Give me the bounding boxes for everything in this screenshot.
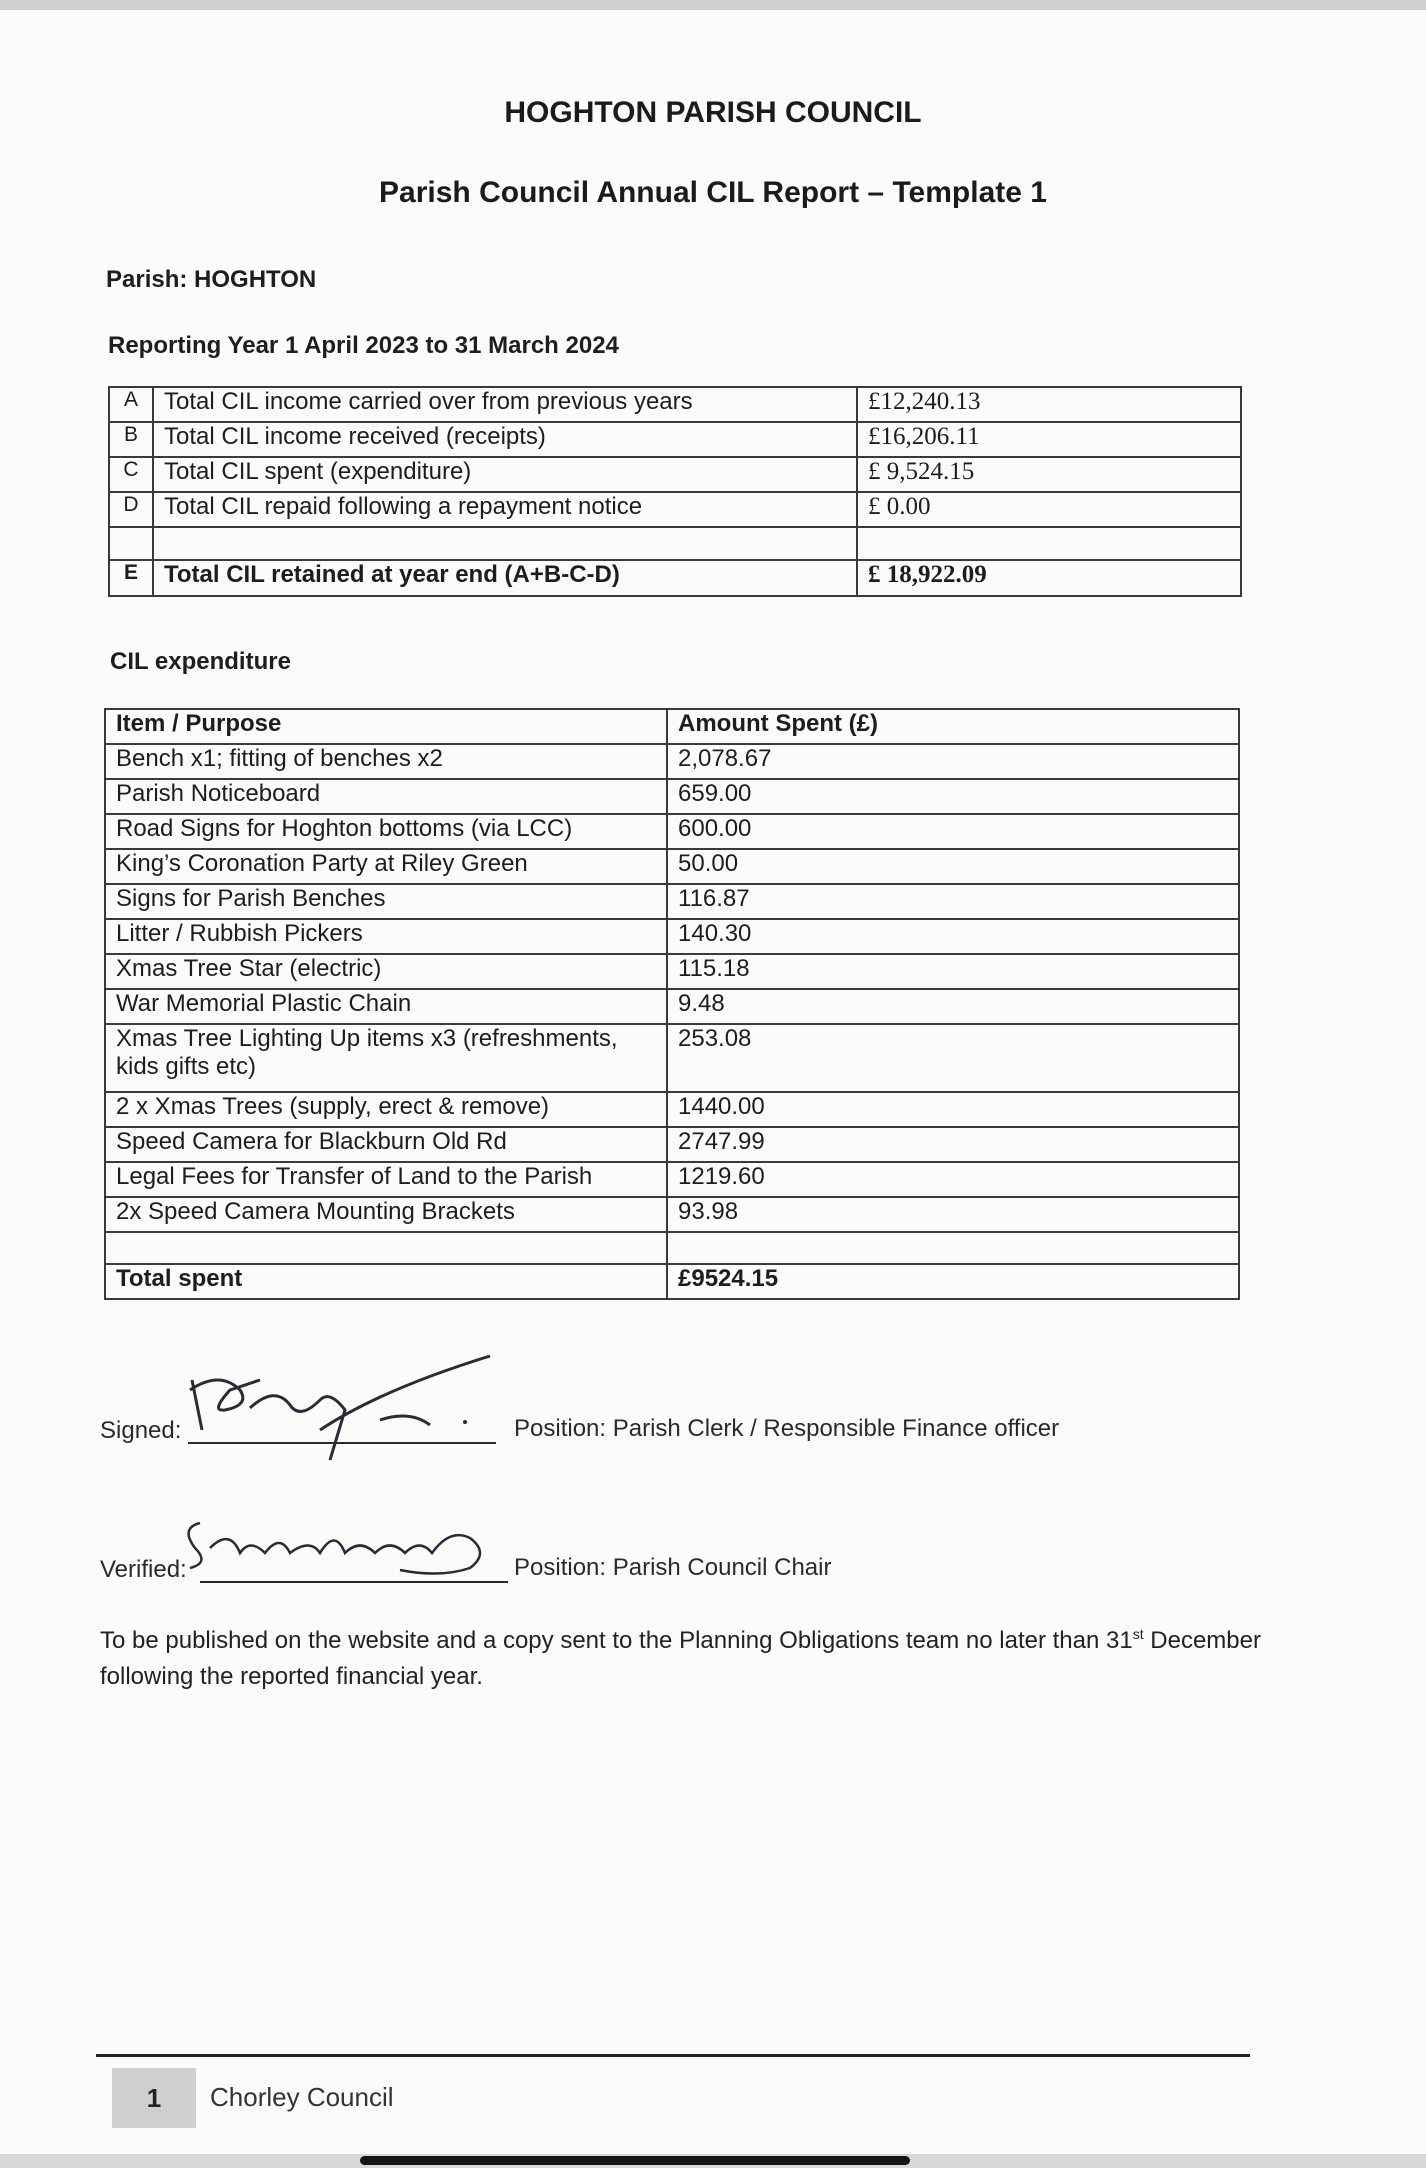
row-label: Total CIL repaid following a repayment notice: [153, 492, 857, 527]
blank-cell: [667, 1232, 1239, 1264]
item-cell: King’s Coronation Party at Riley Green: [105, 849, 667, 884]
row-code: D: [109, 492, 153, 527]
expenditure-header-row: [105, 709, 1239, 744]
row-code: B: [109, 422, 153, 457]
table-row: [105, 1127, 1239, 1162]
item-cell: Bench x1; fitting of benches x2: [105, 744, 667, 779]
table-row: [105, 1092, 1239, 1127]
amount-cell: 93.98: [667, 1197, 1239, 1232]
amount-cell: 659.00: [667, 779, 1239, 814]
report-title: Parish Council Annual CIL Report – Template 1: [379, 176, 1047, 209]
table-row: [105, 1024, 1239, 1092]
summary-blank-row: [109, 527, 1241, 560]
amount-cell: 115.18: [667, 954, 1239, 989]
verified-position: Position: Parish Council Chair: [514, 1554, 832, 1581]
row-label: Total CIL spent (expenditure): [153, 457, 857, 492]
amount-cell: 2747.99: [667, 1127, 1239, 1162]
table-total-row: [105, 1264, 1239, 1299]
item-cell: Legal Fees for Transfer of Land to the Parish: [105, 1162, 667, 1197]
item-cell: Road Signs for Hoghton bottoms (via LCC): [105, 814, 667, 849]
amount-cell: 50.00: [667, 849, 1239, 884]
verified-signature-image: [170, 1508, 500, 1588]
table-row: [105, 989, 1239, 1024]
item-cell: 2 x Xmas Trees (supply, erect & remove): [105, 1092, 667, 1127]
row-amount: £ 0.00: [857, 492, 1241, 527]
summary-row: [109, 492, 1241, 527]
blank-cell: [857, 527, 1241, 560]
publication-note: [100, 1616, 1340, 1695]
header-amount: Amount Spent (£): [667, 709, 1239, 744]
table-row: [105, 744, 1239, 779]
amount-cell: 1440.00: [667, 1092, 1239, 1127]
parish-line: Parish: HOGHTON: [106, 266, 317, 293]
total-amount: £9524.15: [667, 1264, 1239, 1299]
verified-label: Verified:: [100, 1556, 187, 1583]
summary-total-row: [109, 560, 1241, 596]
summary-row: [109, 422, 1241, 457]
row-amount: £ 9,524.15: [857, 457, 1241, 492]
summary-row: [109, 457, 1241, 492]
amount-cell: 116.87: [667, 884, 1239, 919]
item-cell: Speed Camera for Blackburn Old Rd: [105, 1127, 667, 1162]
table-row: [105, 814, 1239, 849]
expenditure-heading: CIL expenditure: [110, 648, 291, 675]
blank-cell: [105, 1232, 667, 1264]
item-cell: Xmas Tree Star (electric): [105, 954, 667, 989]
table-row: [105, 954, 1239, 989]
amount-cell: 2,078.67: [667, 744, 1239, 779]
cil-summary-table: [108, 386, 1242, 597]
table-row: [105, 884, 1239, 919]
cil-expenditure-table: [104, 708, 1240, 1300]
amount-cell: 600.00: [667, 814, 1239, 849]
home-indicator[interactable]: [360, 2156, 910, 2165]
council-title: HOGHTON PARISH COUNCIL: [504, 96, 922, 129]
row-amount: £12,240.13: [857, 387, 1241, 422]
row-code: A: [109, 387, 153, 422]
table-row: [105, 1197, 1239, 1232]
signed-position: Position: Parish Clerk / Responsible Finance officer: [514, 1415, 1060, 1442]
signed-label: Signed:: [100, 1417, 182, 1444]
footer-org: Chorley Council: [210, 2082, 394, 2112]
page-number: 1: [112, 2068, 196, 2128]
item-cell: War Memorial Plastic Chain: [105, 989, 667, 1024]
row-code: E: [109, 560, 153, 596]
row-label: Total CIL income carried over from previous years: [153, 387, 857, 422]
amount-cell: 1219.60: [667, 1162, 1239, 1197]
table-row: [105, 1162, 1239, 1197]
row-amount: £16,206.11: [857, 422, 1241, 457]
table-row: [105, 919, 1239, 954]
item-cell: Signs for Parish Benches: [105, 884, 667, 919]
footer-divider: [96, 2054, 1250, 2057]
total-label: Total spent: [105, 1264, 667, 1299]
amount-cell: 253.08: [667, 1024, 1239, 1092]
table-row: [105, 779, 1239, 814]
signature-image: [180, 1350, 510, 1470]
item-cell: 2x Speed Camera Mounting Brackets: [105, 1197, 667, 1232]
row-amount: £ 18,922.09: [857, 560, 1241, 596]
row-label: Total CIL income received (receipts): [153, 422, 857, 457]
item-cell: Litter / Rubbish Pickers: [105, 919, 667, 954]
note-superscript: st: [1132, 1626, 1144, 1642]
blank-cell: [153, 527, 857, 560]
item-cell: Parish Noticeboard: [105, 779, 667, 814]
item-cell: Xmas Tree Lighting Up items x3 (refreshments, kids gifts etc): [105, 1024, 667, 1092]
window-top-bar: [0, 0, 1426, 10]
header-item: Item / Purpose: [105, 709, 667, 744]
summary-row: [109, 387, 1241, 422]
amount-cell: 9.48: [667, 989, 1239, 1024]
table-blank-row: [105, 1232, 1239, 1264]
row-label: Total CIL retained at year end (A+B-C-D): [153, 560, 857, 596]
reporting-year: Reporting Year 1 April 2023 to 31 March 2024: [108, 332, 619, 359]
note-text-end: December following the reported financial year.: [100, 1627, 1261, 1690]
table-row: [105, 849, 1239, 884]
blank-cell: [109, 527, 153, 560]
note-text: To be published on the website and a copy sent to the Planning Obligations team no later than 31: [100, 1627, 1133, 1654]
amount-cell: 140.30: [667, 919, 1239, 954]
row-code: C: [109, 457, 153, 492]
